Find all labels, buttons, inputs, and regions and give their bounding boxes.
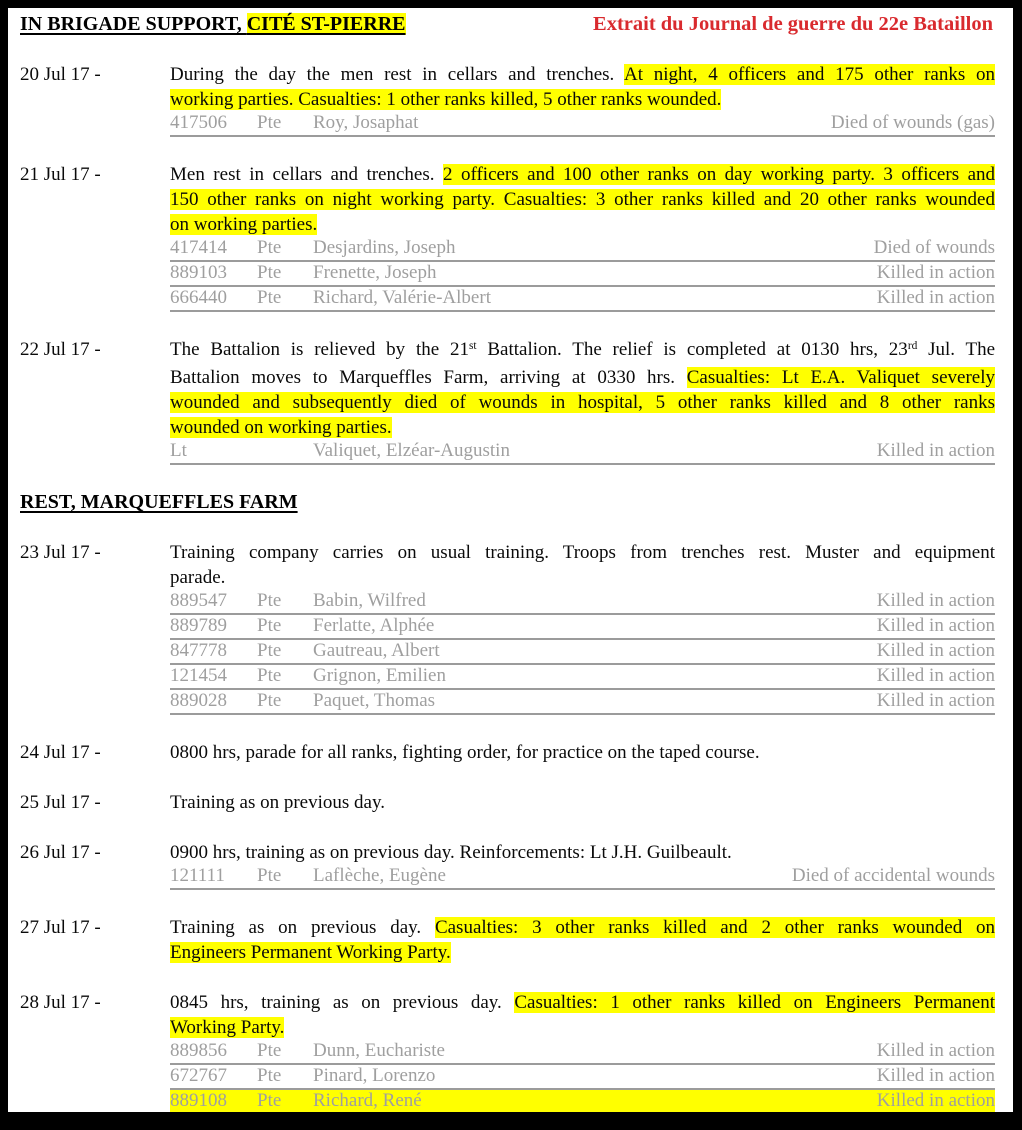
highlighted-text-run: wounded and subsequently died of wounds in hospital, 5 other ranks killed and 8 other ranks [170,392,995,413]
entry-text-line [170,390,995,415]
casualty-fate: Died of accidental wounds [791,865,995,886]
casualty-number: 889856 [170,1040,227,1061]
casualty-row [170,237,995,262]
casualty-fate: Killed in action [876,690,995,711]
entry-date: 25 Jul 17 - [20,792,101,813]
casualty-rank: Pte [257,287,282,308]
casualty-fate: Killed in action [876,615,995,636]
entry-text-line [170,212,995,237]
journal-entries [20,62,995,1112]
entry-date: 20 Jul 17 - [20,64,101,85]
highlighted-text-run: Casualties: 3 other ranks killed and 2 other ranks wounded on [434,917,995,938]
casualty-row [170,112,995,137]
casualty-rank: Pte [257,112,282,133]
casualty-name: Roy, Josaphat [313,112,419,133]
entry-text-line [170,337,995,365]
text-run: Training as on previous day. [170,917,435,938]
casualty-number: 889103 [170,262,227,283]
casualty-row [170,865,995,890]
journal-entry [20,162,995,312]
source-note: Extrait du Journal de guerre du 22e Bataillon [593,13,993,35]
casualty-fate: Killed in action [876,262,995,283]
entry-text-line [170,87,995,112]
entry-body [170,990,995,1112]
entry-date: 27 Jul 17 - [20,917,101,938]
entry-text-line [170,915,995,940]
casualty-number: 889108 [170,1090,227,1111]
journal-entry [20,990,995,1112]
entry-text-line [170,162,995,187]
page-title [20,12,406,37]
document-header [20,12,995,37]
casualty-number: 121111 [170,865,225,886]
highlighted-text-run: Casualties: 1 other ranks killed on Engineers Permanent [514,992,995,1013]
text-run: 0900 hrs, training as on previous day. Reinforcements: Lt J.H. Guilbeault. [170,842,732,863]
entry-date: 21 Jul 17 - [20,164,101,185]
highlighted-text-run: working parties. Casualties: 1 other ranks killed, 5 other ranks wounded. [170,89,722,110]
casualty-rank: Pte [257,690,282,711]
entry-text-line [170,840,995,865]
entry-text-line [170,540,995,565]
casualty-number: 666440 [170,287,227,308]
casualty-name: Valiquet, Elzéar-Augustin [313,440,510,461]
highlighted-text-run: 2 officers and 100 other ranks on day working party. 3 officers and [443,164,996,185]
entry-date: 28 Jul 17 - [20,992,101,1013]
casualty-row [170,640,995,665]
casualty-name: Pinard, Lorenzo [313,1065,436,1086]
highlighted-text-run: Casualties: Lt E.A. Valiquet severely [686,367,995,388]
entry-body [170,540,995,715]
entry-text-line [170,187,995,212]
entry-body [170,740,995,765]
journal-entry [20,915,995,965]
casualty-row [170,1090,995,1112]
casualty-row [170,1040,995,1065]
casualty-row [170,262,995,287]
entry-date: 24 Jul 17 - [20,742,101,763]
text-run: Battalion moves to Marqueffles Farm, arriving at 0330 hrs. [170,367,687,388]
document-sheet [8,8,1013,1112]
entry-body [170,62,995,137]
entry-date: 26 Jul 17 - [20,842,101,863]
casualty-fate: Killed in action [876,1040,995,1061]
entry-body [170,915,995,965]
section-heading [20,490,995,515]
entry-text-line [170,740,995,765]
casualty-row [170,440,995,465]
text-run: Jul. The [917,339,995,360]
highlighted-text-run: 150 other ranks on night working party. Casualties: 3 other ranks killed and 20 other ranks wounded [170,189,995,210]
casualty-rank: Pte [257,615,282,636]
entry-text-line [170,62,995,87]
casualty-rank: Pte [257,865,282,886]
entry-body [170,162,995,312]
text-run: During the day the men rest in cellars and trenches. [170,64,624,85]
casualty-rank: Pte [257,590,282,611]
text-run: Training company carries on usual training. Troops from trenches rest. Muster and equipment [170,542,995,563]
casualty-name: Gautreau, Albert [313,640,440,661]
entry-text-line [170,565,995,590]
text-run: Men rest in cellars and trenches. [170,164,443,185]
highlighted-text-run: wounded on working parties. [170,417,392,438]
casualty-row [170,665,995,690]
superscript-text: st [468,339,477,352]
text-run: Battalion. The relief is completed at 0130 hrs, 23 [476,339,908,360]
journal-entry [20,790,995,815]
entry-text-line [170,790,995,815]
highlighted-text-run: Working Party. [170,1017,285,1038]
casualty-number: Lt [170,440,187,461]
entry-body [170,337,995,465]
journal-entry [20,740,995,765]
casualty-name: Frenette, Joseph [313,262,437,283]
entry-body [170,790,995,815]
text-run: The Battalion is relieved by the 21 [170,339,469,360]
entry-text-line [170,990,995,1015]
location-label: IN BRIGADE SUPPORT, [20,13,247,35]
text-run: parade. [170,567,226,588]
location-highlighted: CITÉ ST-PIERRE [246,13,406,35]
casualty-number: 889547 [170,590,227,611]
text-run: 0845 hrs, training as on previous day. [170,992,515,1013]
casualty-name: Desjardins, Joseph [313,237,456,258]
casualty-number: 672767 [170,1065,227,1086]
entry-text-line [170,1015,995,1040]
casualty-rank: Pte [257,237,282,258]
casualty-name: Laflèche, Eugène [313,865,446,886]
casualty-name: Richard, René [313,1090,422,1111]
entry-date: 22 Jul 17 - [20,339,101,360]
casualty-number: 889028 [170,690,227,711]
journal-entry [20,540,995,715]
casualty-fate: Killed in action [876,665,995,686]
casualty-number: 417506 [170,112,227,133]
casualty-number: 847778 [170,640,227,661]
casualty-row [170,690,995,715]
casualty-rank: Pte [257,1090,282,1111]
casualty-rank: Pte [257,640,282,661]
casualty-rank: Pte [257,1040,282,1061]
highlighted-text-run: on working parties. [170,214,318,235]
section-heading-text: REST, MARQUEFFLES FARM [20,491,298,513]
casualty-name: Babin, Wilfred [313,590,426,611]
entry-body [170,840,995,890]
casualty-fate: Died of wounds [873,237,995,258]
journal-entry [20,337,995,465]
casualty-fate: Killed in action [876,1065,995,1086]
casualty-fate: Killed in action [876,440,995,461]
casualty-fate: Killed in action [876,590,995,611]
casualty-row [170,590,995,615]
casualty-name: Grignon, Emilien [313,665,446,686]
superscript-text: rd [907,339,918,352]
casualty-number: 889789 [170,615,227,636]
casualty-row [170,1065,995,1090]
casualty-rank: Pte [257,1065,282,1086]
casualty-rank: Pte [257,665,282,686]
entry-text-line [170,940,995,965]
casualty-name: Ferlatte, Alphée [313,615,435,636]
entry-text-line [170,365,995,390]
casualty-name: Richard, Valérie-Albert [313,287,491,308]
text-run: Training as on previous day. [170,792,385,813]
casualty-row [170,615,995,640]
text-run: 0800 hrs, parade for all ranks, fighting order, for practice on the taped course. [170,742,760,763]
casualty-fate: Died of wounds (gas) [830,112,995,133]
journal-entry [20,62,995,137]
highlighted-text-run: Engineers Permanent Working Party. [170,942,451,963]
entry-text-line [170,415,995,440]
journal-entry [20,840,995,890]
casualty-fate: Killed in action [876,640,995,661]
highlighted-text-run: At night, 4 officers and 175 other ranks on [623,64,995,85]
casualty-number: 121454 [170,665,227,686]
casualty-fate: Killed in action [876,1090,995,1111]
casualty-row [170,287,995,312]
casualty-rank: Pte [257,262,282,283]
entry-date: 23 Jul 17 - [20,542,101,563]
casualty-name: Paquet, Thomas [313,690,436,711]
casualty-fate: Killed in action [876,287,995,308]
casualty-number: 417414 [170,237,227,258]
casualty-name: Dunn, Euchariste [313,1040,445,1061]
